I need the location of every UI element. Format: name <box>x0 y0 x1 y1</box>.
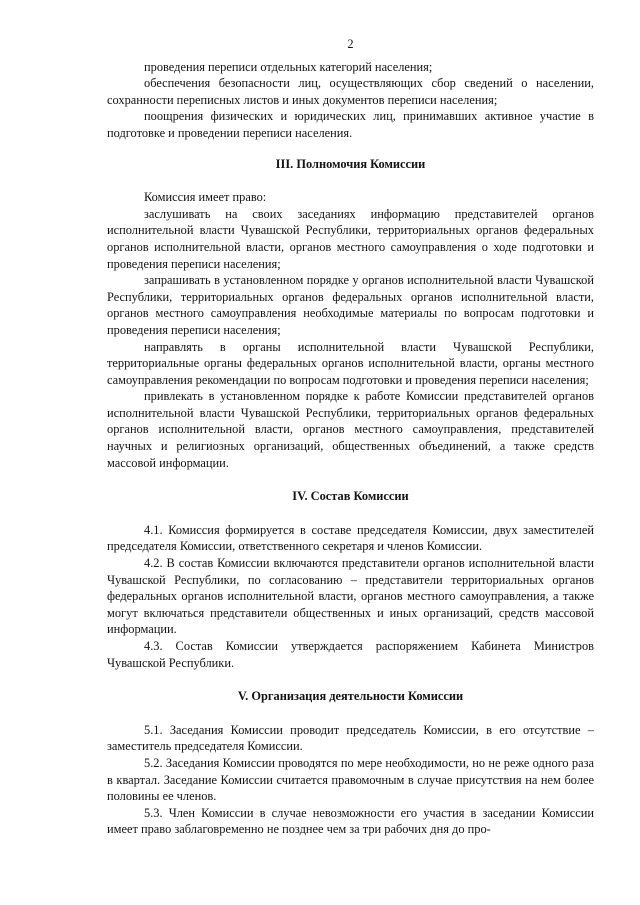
section-4-paragraph: 4.1. Комиссия формируется в составе председателя Комиссии, двух заместителей председателя Комиссии, ответственного секретаря и членов Комиссии. <box>107 522 594 554</box>
section-4-heading: IV. Состав Комиссии <box>292 489 409 504</box>
section-4-body <box>107 522 594 671</box>
page-number: 2 <box>347 37 354 51</box>
section-5-paragraph: 5.3. Член Комиссии в случае невозможности его участия в заседании Комиссии имеет право заблаговременно не позднее чем за три рабочих дня до про- <box>107 805 594 837</box>
intro-paragraph: поощрения физических и юридических лиц, принимавших активное участие в подготовке и проведении переписи населения. <box>107 109 594 140</box>
intro-block <box>107 59 594 142</box>
section-3-body <box>107 189 594 471</box>
section-3-heading: III. Полномочия Комиссии <box>275 156 426 171</box>
section-5-heading: V. Организация деятельности Комиссии <box>237 689 464 704</box>
intro-paragraph: обеспечения безопасности лиц, осуществляющих сбор сведений о населении, сохранности переписных листов и иных документов переписи населения; <box>107 76 594 107</box>
section-5-paragraph: 5.2. Заседания Комиссии проводятся по мере необходимости, но не реже одного раза в квартал. Заседание Комиссии считается правомочным в случае присутствия на нем более половины ее членов. <box>107 755 594 804</box>
intro-paragraph: проведения переписи отдельных категорий населения; <box>144 59 433 74</box>
section-3-paragraph: Комиссия имеет право: <box>144 190 267 205</box>
section-3-paragraph: заслушивать на своих заседаниях информацию представителей органов исполнительной власти Чувашской Республики, территориальных органов федеральных органов исполнительной власти, органов местного самоуправления о ходе подготовки и проведения переписи населения; <box>107 206 594 271</box>
section-3-paragraph: привлекать в установленном порядке к работе Комиссии представителей органов исполнительной власти Чувашской Республики, территориальных органов федеральных органов исполнительной власти, органов местного самоуправления, представителей научных и религиозных организаций, общественных объединений, а также средств массовой информации. <box>107 389 594 470</box>
section-5-body <box>107 722 594 838</box>
document-page <box>107 36 594 838</box>
section-3-paragraph: запрашивать в установленном порядке у органов исполнительной власти Чувашской Республики, территориальных органов федеральных органов исполнительной власти, органов местного самоуправления необходимые материалы по вопросам подготовки и проведения переписи населения; <box>107 273 594 337</box>
section-3-paragraph: направлять в органы исполнительной власти Чувашской Республики, территориальные органы федеральных органов исполнительной власти, органы местного самоуправления рекомендации по вопросам подготовки и проведения переписи населения; <box>107 339 594 387</box>
section-4-paragraph: 4.3. Состав Комиссии утверждается распоряжением Кабинета Министров Чувашской Республики. <box>107 639 594 670</box>
section-4-paragraph: 4.2. В состав Комиссии включаются представители органов исполнительной власти Чувашской Республики, по согласованию – представители территориальных органов федеральных органов исполнительной власти, органов местного самоуправления, а также могут включаться представители общественных и иных организаций, средств массовой информации. <box>107 556 594 637</box>
section-5-paragraph: 5.1. Заседания Комиссии проводит председатель Комиссии, в его отсутствие – заместитель председателя Комиссии. <box>107 722 594 754</box>
